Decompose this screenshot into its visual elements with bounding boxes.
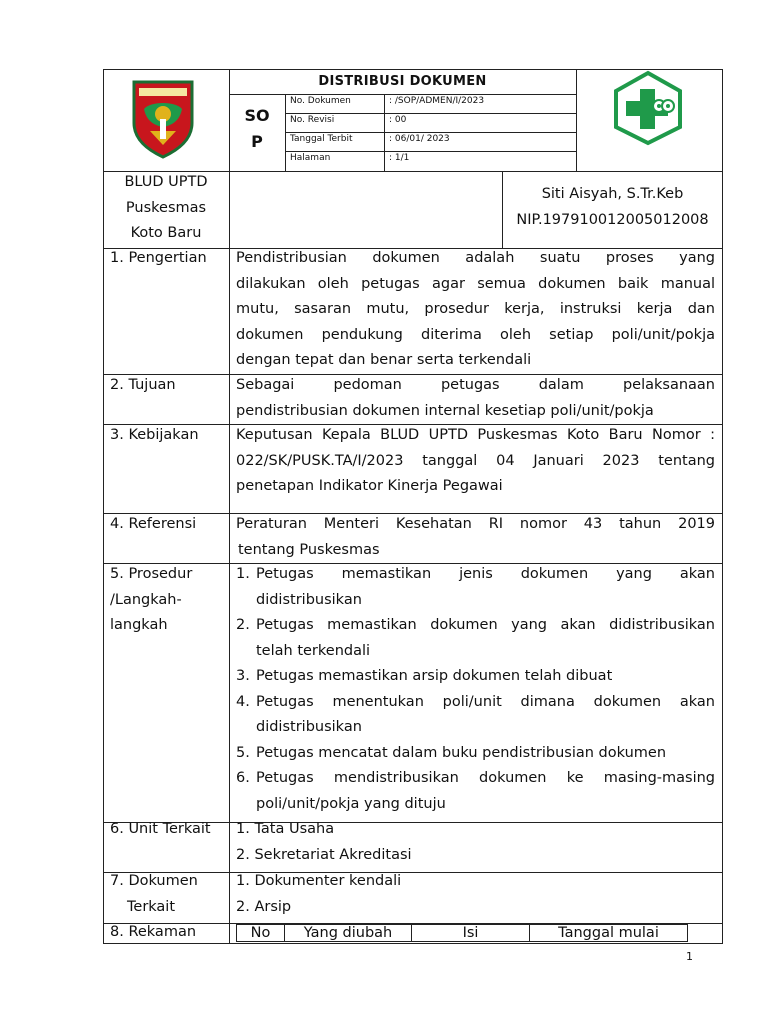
page-number: 1 [686,950,693,963]
procedure-steps [236,562,715,817]
section-label-kebijakan: 3. Kebijakan [110,427,199,443]
organization-line2: Puskesmas [125,199,207,216]
list-item: 2. Arsip [236,898,292,915]
column-header-tanggal-mulai: Tanggal mulai [558,925,659,941]
info-value-tanggal-terbit: : 06/01/ 2023 [389,134,450,144]
unit-terkait-list [236,817,412,868]
section-label-tujuan: 2. Tujuan [110,377,176,393]
procedure-step: 4. Petugas menentukan poli/unit dimana dokumen akan didistribusikan [236,693,715,735]
signer-nip: NIP.197910012005012008 [516,211,709,228]
section-label-unit-terkait: 6. Unit Terkait [110,821,211,837]
info-label-tanggal-terbit: Tanggal Terbit [290,134,353,144]
procedure-step: 1. Petugas memastikan jenis dokumen yang akan didistribusikan [236,566,715,608]
list-item: 1. Dokumenter kendali [236,873,402,889]
dokumen-terkait-list [236,869,401,920]
section-body-referensi: Peraturan Menteri Kesehatan RI nomor 43 tahun 2019 tentang Puskesmas [236,516,715,558]
info-label-no-revisi: No. Revisi [290,115,335,125]
section-body-kebijakan: Keputusan Kepala BLUD UPTD Puskesmas Koto Baru Nomor : 022/SK/PUSK.TA/I/2023 tanggal 04 Januari 2023 tentang penetapan Indikator Kinerja Pegawai [236,427,715,494]
organization-line1: BLUD UPTD [124,174,208,190]
table-border-right [722,69,723,944]
document-title: DISTRIBUSI DOKUMEN [318,74,487,89]
organization-name [103,170,229,247]
column-header-yang-diubah: Yang diubah [303,925,393,941]
section-body-tujuan: Sebagai pedoman petugas dalam pelaksanaan pendistribusian dokumen internal kesetiap poli/unit/pokja [236,377,715,419]
section-label-dokumen-terkait: 7. Dokumen Terkait [110,873,198,915]
list-item: 2. Sekretariat Akreditasi [236,846,412,863]
section-label-rekaman: 8. Rekaman [110,924,197,940]
info-label-halaman: Halaman [290,153,331,163]
organization-line3: Koto Baru [130,225,202,241]
procedure-step: 2. Petugas memastikan dokumen yang akan didistribusikan telah terkendali [236,617,715,659]
sop-label-line2: P [251,132,263,151]
column-header-isi: Isi [462,925,479,941]
sop-label [229,103,285,155]
list-item: 1. Tata Usaha [236,821,335,837]
info-value-no-revisi: : 00 [389,115,407,125]
signer-name: Siti Aisyah, S.Tr.Keb [541,186,684,202]
sop-label-line1: SO [244,106,270,125]
puskesmas-cross-icon [612,70,684,146]
info-label-no-dokumen: No. Dokumen [290,96,351,106]
section-body-pengertian: Pendistribusian dokumen adalah suatu proses yang dilakukan oleh petugas agar semua dokumen baik manual mutu, sasaran mutu, prosedur kerja, instruksi kerja dan dokumen pendukung diterima oleh setiap poli/unit/pokja dengan tepat dan benar serta terkendali [236,250,715,368]
signer-block [503,182,722,233]
section-label-pengertian: 1. Pengertian [110,250,207,266]
puskesmas-logo [612,70,684,146]
section-label-referensi: 4. Referensi [110,516,197,532]
procedure-step: 3. Petugas memastikan arsip dokumen telah dibuat [236,668,613,684]
procedure-step: 5. Petugas mencatat dalam buku pendistribusian dokumen [236,744,667,761]
crest-icon [130,79,196,159]
section-label-prosedur: 5. Prosedur /Langkah- langkah [110,566,193,633]
procedure-step: 6. Petugas mendistribusikan dokumen ke masing-masing poli/unit/pokja yang dituju [236,770,715,812]
info-value-no-dokumen: : /SOP/ADMEN/I/2023 [389,96,485,106]
column-header-no: No [250,925,271,941]
info-value-halaman: : 1/1 [389,153,410,163]
kabupaten-crest-logo [130,79,196,159]
